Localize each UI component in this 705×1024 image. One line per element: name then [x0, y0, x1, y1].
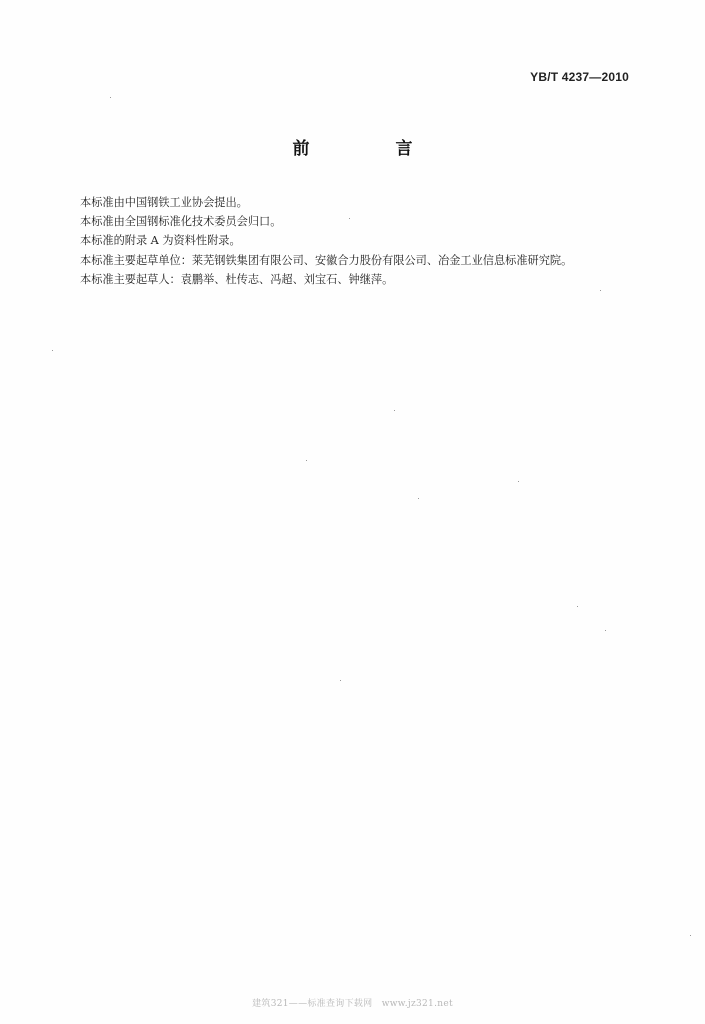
- paragraph-drafters: 本标准主要起草人：袁鹏举、杜传志、冯超、刘宝石、钟继萍。: [80, 272, 394, 286]
- standard-code: YB/T 4237—2010: [530, 70, 629, 84]
- scan-speck: [577, 606, 578, 607]
- paragraph-proposer: 本标准由中国钢铁工业协会提出。: [80, 196, 248, 209]
- scan-speck: [349, 218, 350, 219]
- paragraph-responsible-committee: 本标准由全国钢标准化技术委员会归口。: [80, 215, 282, 229]
- section-title: 前 言: [292, 139, 453, 159]
- scan-speck: [394, 410, 395, 411]
- scan-speck: [600, 290, 601, 291]
- scan-speck: [605, 630, 606, 631]
- scan-speck: [340, 680, 341, 681]
- scan-speck: [690, 935, 691, 936]
- paragraph-drafting-units: 本标准主要起草单位：莱芜钢铁集团有限公司、安徽合力股份有限公司、冶金工业信息标准研究院。: [80, 253, 573, 267]
- scan-speck: [418, 498, 419, 499]
- preface-paragraphs: [80, 193, 640, 289]
- scan-speck: [110, 97, 111, 98]
- scan-speck: [306, 460, 307, 461]
- scan-speck: [52, 350, 53, 351]
- paragraph-appendix-note: 本标准的附录 A 为资料性附录。: [80, 234, 241, 248]
- scan-speck: [518, 481, 519, 482]
- footer-watermark: 建筑321——标准查询下载网 www.jz321.net: [252, 999, 453, 1009]
